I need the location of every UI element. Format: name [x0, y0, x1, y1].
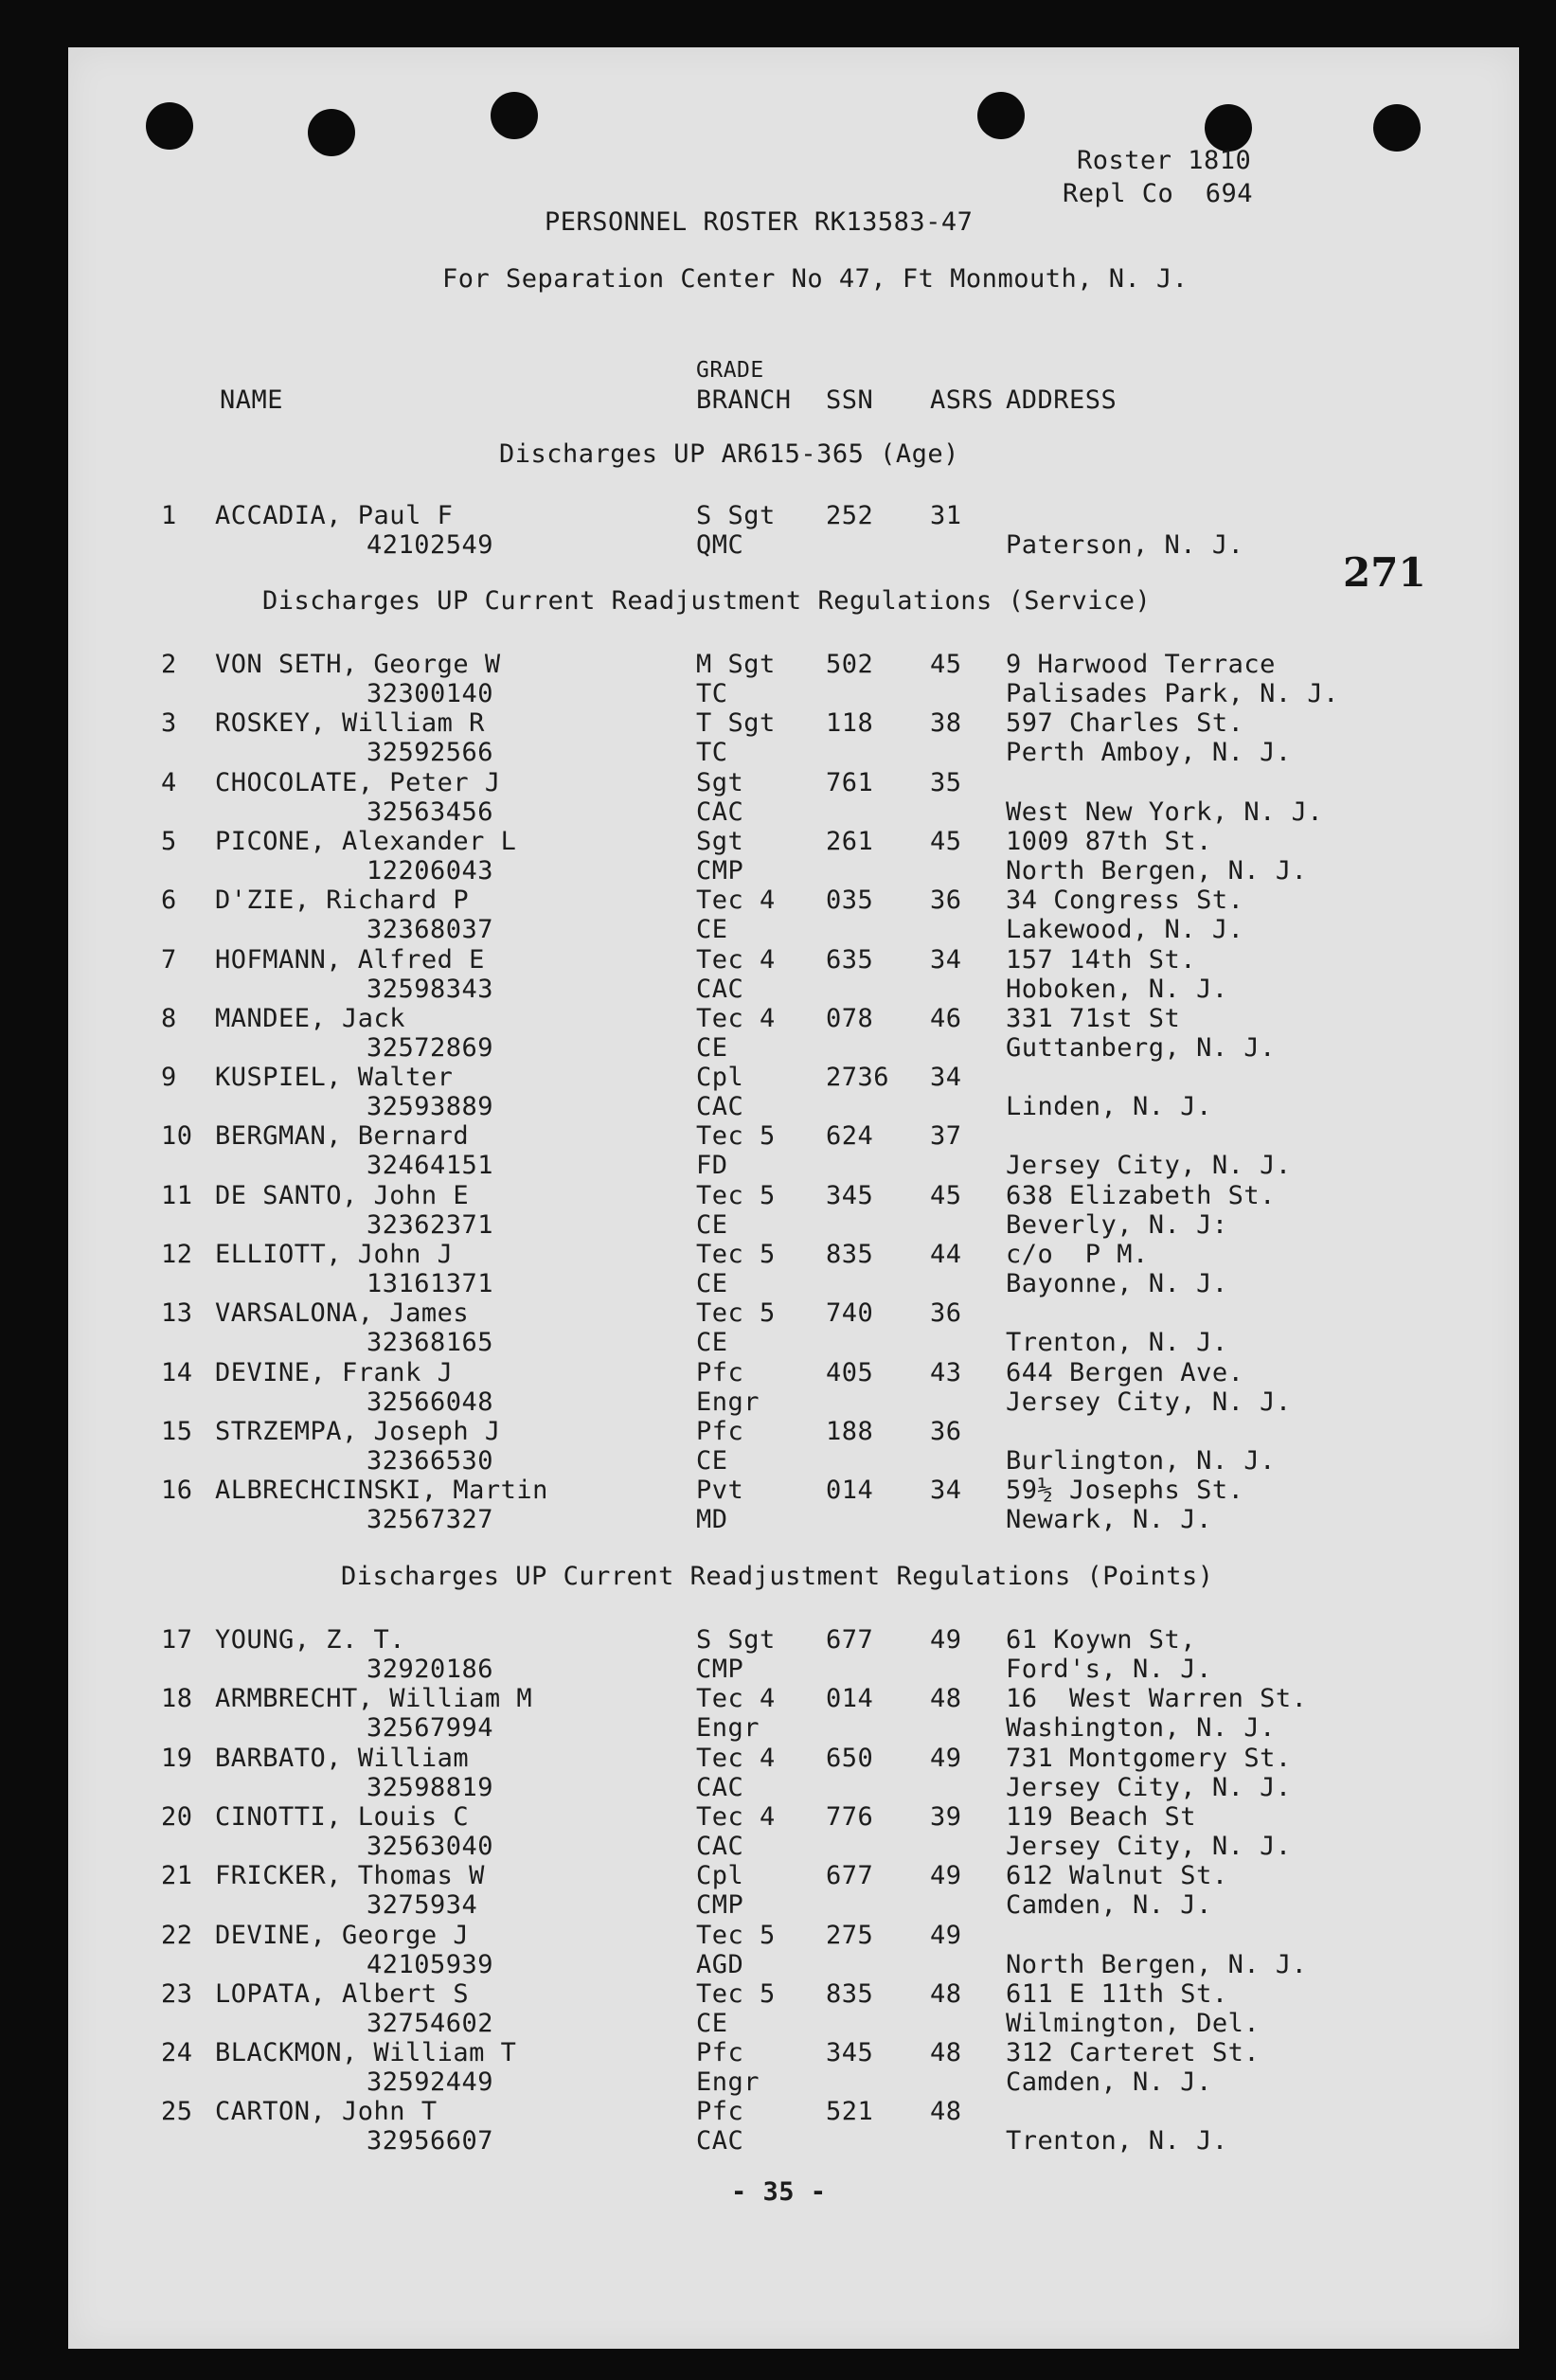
address-city: Linden, N. J.: [1006, 1092, 1212, 1122]
branch: CMP: [696, 1890, 744, 1921]
column-header-branch: BRANCH: [696, 385, 792, 415]
serial-number: 42102549: [367, 530, 494, 560]
row-number: 23: [161, 1978, 193, 2009]
address-street: 731 Montgomery St.: [1006, 1743, 1292, 1773]
row-number: 9: [161, 1063, 177, 1093]
serial-number: 32592566: [367, 738, 494, 768]
branch: CAC: [696, 796, 744, 827]
ssn-code: 261: [826, 826, 874, 856]
serial-number: 32754602: [367, 2008, 494, 2038]
address-city: Wilmington, Del.: [1006, 2008, 1261, 2038]
grade: Tec 5: [696, 1978, 776, 2009]
ssn-code: 502: [826, 650, 874, 679]
ssn-code: 650: [826, 1743, 874, 1773]
asrs-score: 45: [930, 826, 962, 856]
ssn-code: 345: [826, 1180, 874, 1210]
asrs-score: 39: [930, 1801, 962, 1832]
soldier-name: STRZEMPA, Joseph J: [215, 1416, 501, 1446]
soldier-name: ACCADIA, Paul F: [215, 501, 454, 530]
soldier-name: D'ZIE, Richard P: [215, 886, 470, 916]
ssn-code: 405: [826, 1357, 874, 1387]
row-number: 17: [161, 1625, 193, 1655]
ssn-code: 761: [826, 767, 874, 797]
address-street: 611 E 11th St.: [1006, 1978, 1228, 2009]
branch: Engr: [696, 1713, 760, 1744]
serial-number: 32920186: [367, 1655, 494, 1684]
row-number: 11: [161, 1180, 193, 1210]
asrs-score: 45: [930, 650, 962, 679]
row-number: 6: [161, 886, 177, 916]
serial-number: 32572869: [367, 1032, 494, 1063]
address-street: 331 71st St: [1006, 1003, 1181, 1033]
address-street: 1009 87th St.: [1006, 826, 1212, 856]
row-number: 15: [161, 1416, 193, 1446]
address-city: Perth Amboy, N. J.: [1006, 738, 1292, 768]
ssn-code: 078: [826, 1003, 874, 1033]
soldier-name: VON SETH, George W: [215, 650, 501, 679]
punch-hole: [491, 92, 538, 139]
serial-number: 32368037: [367, 915, 494, 945]
serial-number: 32563040: [367, 1831, 494, 1861]
serial-number: 32593889: [367, 1092, 494, 1122]
row-number: 18: [161, 1684, 193, 1714]
grade: Tec 4: [696, 944, 776, 975]
serial-number: 13161371: [367, 1269, 494, 1298]
serial-number: 32368165: [367, 1328, 494, 1358]
address-city: West New York, N. J.: [1006, 796, 1324, 827]
branch: CE: [696, 1269, 728, 1298]
address-city: Lakewood, N. J.: [1006, 915, 1244, 945]
asrs-score: 49: [930, 1861, 962, 1891]
branch: CE: [696, 1209, 728, 1240]
asrs-score: 48: [930, 2038, 962, 2068]
row-number: 13: [161, 1298, 193, 1329]
address-street: 644 Bergen Ave.: [1006, 1357, 1244, 1387]
punch-hole: [146, 102, 193, 150]
serial-number: 32563456: [367, 796, 494, 827]
branch: CAC: [696, 2126, 744, 2156]
branch: TC: [696, 679, 728, 708]
grade: Tec 5: [696, 1298, 776, 1329]
serial-number: 32592449: [367, 2067, 494, 2098]
address-street: 59½ Josephs St.: [1006, 1476, 1244, 1506]
soldier-name: DE SANTO, John E: [215, 1180, 470, 1210]
punch-hole: [308, 109, 355, 156]
asrs-score: 46: [930, 1003, 962, 1033]
ssn-code: 252: [826, 501, 874, 530]
asrs-score: 45: [930, 1180, 962, 1210]
branch: CE: [696, 915, 728, 945]
branch: MD: [696, 1505, 728, 1535]
grade: Sgt: [696, 767, 744, 797]
row-number: 10: [161, 1121, 193, 1152]
row-number: 20: [161, 1801, 193, 1832]
serial-number: 32362371: [367, 1209, 494, 1240]
serial-number: 32567327: [367, 1505, 494, 1535]
row-number: 25: [161, 2097, 193, 2127]
grade: Pfc: [696, 2038, 744, 2068]
asrs-score: 49: [930, 1743, 962, 1773]
punch-hole: [1373, 104, 1421, 152]
branch: QMC: [696, 530, 744, 560]
asrs-score: 36: [930, 1298, 962, 1329]
document-title: PERSONNEL ROSTER RK13583-47: [545, 207, 974, 237]
ssn-code: 521: [826, 2097, 874, 2127]
address-city: Hoboken, N. J.: [1006, 974, 1228, 1004]
grade: Cpl: [696, 1861, 744, 1891]
address-city: Jersey City, N. J.: [1006, 1387, 1292, 1417]
address-street: c/o P M.: [1006, 1240, 1149, 1269]
punch-hole: [1205, 104, 1252, 152]
ssn-code: 740: [826, 1298, 874, 1329]
grade: Tec 4: [696, 1684, 776, 1714]
asrs-score: 48: [930, 2097, 962, 2127]
branch: CE: [696, 1445, 728, 1476]
row-number: 1: [161, 501, 177, 530]
branch: CAC: [696, 974, 744, 1004]
grade: T Sgt: [696, 708, 776, 739]
ssn-code: 635: [826, 944, 874, 975]
address-city: Paterson, N. J.: [1006, 530, 1244, 560]
roster-sheet: [68, 47, 1519, 2349]
address-city: North Bergen, N. J.: [1006, 855, 1308, 886]
ssn-code: 835: [826, 1240, 874, 1269]
branch: CAC: [696, 1831, 744, 1861]
roster-number: Roster 1810: [1077, 146, 1252, 175]
grade: S Sgt: [696, 501, 776, 530]
branch: FD: [696, 1151, 728, 1181]
soldier-name: HOFMANN, Alfred E: [215, 944, 485, 975]
grade: Tec 5: [696, 1180, 776, 1210]
asrs-score: 49: [930, 1625, 962, 1655]
asrs-score: 44: [930, 1240, 962, 1269]
row-number: 16: [161, 1476, 193, 1506]
asrs-score: 38: [930, 708, 962, 739]
address-city: Jersey City, N. J.: [1006, 1831, 1292, 1861]
serial-number: 32566048: [367, 1387, 494, 1417]
soldier-name: KUSPIEL, Walter: [215, 1063, 454, 1093]
branch: CAC: [696, 1092, 744, 1122]
soldier-name: BERGMAN, Bernard: [215, 1121, 470, 1152]
serial-number: 32567994: [367, 1713, 494, 1744]
address-city: Guttanberg, N. J.: [1006, 1032, 1276, 1063]
asrs-score: 49: [930, 1920, 962, 1950]
soldier-name: ROSKEY, William R: [215, 708, 485, 739]
soldier-name: BARBATO, William: [215, 1743, 470, 1773]
ssn-code: 835: [826, 1978, 874, 2009]
row-number: 5: [161, 826, 177, 856]
document-subtitle: For Separation Center No 47, Ft Monmouth, N. J.: [442, 264, 1189, 294]
branch: AGD: [696, 1949, 744, 1979]
row-number: 14: [161, 1357, 193, 1387]
serial-number: 32956607: [367, 2126, 494, 2156]
row-number: 19: [161, 1743, 193, 1773]
address-city: Trenton, N. J.: [1006, 1328, 1228, 1358]
soldier-name: CHOCOLATE, Peter J: [215, 767, 501, 797]
address-city: Beverly, N. J:: [1006, 1209, 1228, 1240]
ssn-code: 677: [826, 1861, 874, 1891]
section-heading: Discharges UP Current Readjustment Regulations (Points): [341, 1562, 1214, 1591]
soldier-name: PICONE, Alexander L: [215, 826, 517, 856]
column-header-address: ADDRESS: [1006, 385, 1118, 415]
soldier-name: FRICKER, Thomas W: [215, 1861, 485, 1891]
asrs-score: 31: [930, 501, 962, 530]
serial-number: 32366530: [367, 1445, 494, 1476]
asrs-score: 34: [930, 944, 962, 975]
asrs-score: 48: [930, 1978, 962, 2009]
asrs-score: 36: [930, 1416, 962, 1446]
address-street: 61 Koywn St,: [1006, 1625, 1197, 1655]
address-city: Palisades Park, N. J.: [1006, 679, 1339, 708]
row-number: 3: [161, 708, 177, 739]
serial-number: 3275934: [367, 1890, 478, 1921]
grade: Pfc: [696, 1416, 744, 1446]
column-header-ssn: SSN: [826, 385, 874, 415]
address-city: Trenton, N. J.: [1006, 2126, 1228, 2156]
row-number: 7: [161, 944, 177, 975]
branch: CE: [696, 1328, 728, 1358]
grade: Tec 4: [696, 1003, 776, 1033]
asrs-score: 34: [930, 1063, 962, 1093]
branch: Engr: [696, 1387, 760, 1417]
ssn-code: 188: [826, 1416, 874, 1446]
serial-number: 32300140: [367, 679, 494, 708]
branch: CAC: [696, 1772, 744, 1802]
address-street: 612 Walnut St.: [1006, 1861, 1228, 1891]
asrs-score: 37: [930, 1121, 962, 1152]
ssn-code: 776: [826, 1801, 874, 1832]
soldier-name: ALBRECHCINSKI, Martin: [215, 1476, 548, 1506]
address-city: Camden, N. J.: [1006, 1890, 1212, 1921]
ssn-code: 014: [826, 1684, 874, 1714]
page-stamp-number: 271: [1343, 549, 1426, 596]
soldier-name: MANDEE, Jack: [215, 1003, 406, 1033]
grade: Tec 4: [696, 1743, 776, 1773]
column-header-name: NAME: [220, 385, 284, 415]
soldier-name: CARTON, John T: [215, 2097, 438, 2127]
address-city: Bayonne, N. J.: [1006, 1269, 1228, 1298]
ssn-code: 2736: [826, 1063, 890, 1093]
soldier-name: VARSALONA, James: [215, 1298, 470, 1329]
row-number: 4: [161, 767, 177, 797]
serial-number: 32598819: [367, 1772, 494, 1802]
grade: Pvt: [696, 1476, 744, 1506]
address-city: North Bergen, N. J.: [1006, 1949, 1308, 1979]
address-city: Newark, N. J.: [1006, 1505, 1212, 1535]
branch: CMP: [696, 855, 744, 886]
serial-number: 12206043: [367, 855, 494, 886]
soldier-name: DEVINE, Frank J: [215, 1357, 454, 1387]
asrs-score: 34: [930, 1476, 962, 1506]
address-street: 157 14th St.: [1006, 944, 1197, 975]
grade: Sgt: [696, 826, 744, 856]
section-heading: Discharges UP Current Readjustment Regulations (Service): [262, 586, 1152, 616]
asrs-score: 35: [930, 767, 962, 797]
soldier-name: DEVINE, George J: [215, 1920, 470, 1950]
address-street: 597 Charles St.: [1006, 708, 1244, 739]
soldier-name: ELLIOTT, John J: [215, 1240, 454, 1269]
asrs-score: 43: [930, 1357, 962, 1387]
ssn-code: 345: [826, 2038, 874, 2068]
address-city: Washington, N. J.: [1006, 1713, 1276, 1744]
section-heading: Discharges UP AR615-365 (Age): [499, 439, 959, 469]
soldier-name: BLACKMON, William T: [215, 2038, 517, 2068]
punch-hole: [977, 92, 1025, 139]
serial-number: 32464151: [367, 1151, 494, 1181]
column-header-asrs: ASRS: [930, 385, 994, 415]
soldier-name: YOUNG, Z. T.: [215, 1625, 406, 1655]
address-street: 16 West Warren St.: [1006, 1684, 1308, 1714]
address-city: Ford's, N. J.: [1006, 1655, 1212, 1684]
address-street: 9 Harwood Terrace: [1006, 650, 1276, 679]
grade: S Sgt: [696, 1625, 776, 1655]
row-number: 21: [161, 1861, 193, 1891]
row-number: 8: [161, 1003, 177, 1033]
ssn-code: 624: [826, 1121, 874, 1152]
serial-number: 42105939: [367, 1949, 494, 1979]
grade: Tec 5: [696, 1920, 776, 1950]
soldier-name: LOPATA, Albert S: [215, 1978, 470, 2009]
page-number: - 35 -: [731, 2177, 827, 2207]
asrs-score: 48: [930, 1684, 962, 1714]
branch: CE: [696, 1032, 728, 1063]
soldier-name: ARMBRECHT, William M: [215, 1684, 533, 1714]
address-city: Jersey City, N. J.: [1006, 1151, 1292, 1181]
grade: Tec 5: [696, 1240, 776, 1269]
grade: Pfc: [696, 2097, 744, 2127]
address-street: 638 Elizabeth St.: [1006, 1180, 1276, 1210]
grade: Tec 4: [696, 886, 776, 916]
address-street: 34 Congress St.: [1006, 886, 1244, 916]
ssn-code: 275: [826, 1920, 874, 1950]
address-street: 312 Carteret St.: [1006, 2038, 1261, 2068]
address-street: 119 Beach St: [1006, 1801, 1197, 1832]
branch: TC: [696, 738, 728, 768]
soldier-name: CINOTTI, Louis C: [215, 1801, 470, 1832]
ssn-code: 677: [826, 1625, 874, 1655]
address-city: Burlington, N. J.: [1006, 1445, 1276, 1476]
address-city: Camden, N. J.: [1006, 2067, 1212, 2098]
row-number: 22: [161, 1920, 193, 1950]
branch: CE: [696, 2008, 728, 2038]
grade: Cpl: [696, 1063, 744, 1093]
grade: Pfc: [696, 1357, 744, 1387]
branch: Engr: [696, 2067, 760, 2098]
column-header-grade: GRADE: [696, 358, 764, 383]
row-number: 12: [161, 1240, 193, 1269]
row-number: 24: [161, 2038, 193, 2068]
replacement-company: Repl Co 694: [1063, 179, 1254, 208]
grade: Tec 5: [696, 1121, 776, 1152]
asrs-score: 36: [930, 886, 962, 916]
row-number: 2: [161, 650, 177, 679]
address-city: Jersey City, N. J.: [1006, 1772, 1292, 1802]
branch: CMP: [696, 1655, 744, 1684]
grade: Tec 4: [696, 1801, 776, 1832]
serial-number: 32598343: [367, 974, 494, 1004]
ssn-code: 014: [826, 1476, 874, 1506]
ssn-code: 118: [826, 708, 874, 739]
grade: M Sgt: [696, 650, 776, 679]
ssn-code: 035: [826, 886, 874, 916]
